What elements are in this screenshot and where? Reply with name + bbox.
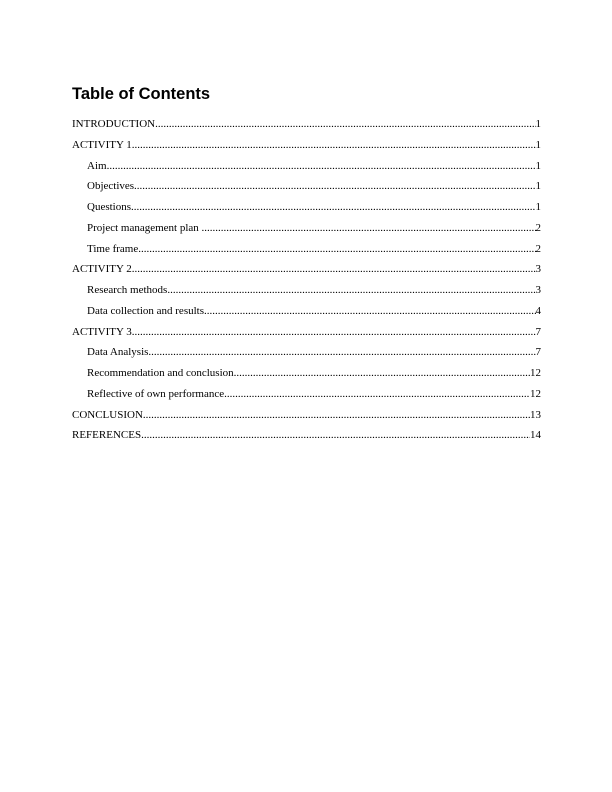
toc-entry-label: Objectives bbox=[87, 180, 135, 193]
toc-entry-page: 2 bbox=[535, 221, 541, 234]
toc-dot-leader bbox=[141, 428, 530, 442]
toc-entry-label: Research methods bbox=[87, 284, 168, 296]
toc-dot-leader bbox=[107, 159, 536, 173]
toc-dot-leader bbox=[167, 283, 535, 297]
toc-dot-leader bbox=[131, 200, 536, 214]
toc-dot-leader bbox=[138, 242, 535, 256]
toc-dot-leader bbox=[132, 138, 536, 152]
toc-dot-leader bbox=[155, 117, 535, 131]
toc-entry-page: 3 bbox=[535, 263, 541, 276]
toc-entry[interactable] bbox=[72, 179, 541, 200]
toc-dot-leader bbox=[132, 325, 536, 339]
toc-dot-leader bbox=[234, 366, 530, 380]
toc-entry-label: Project management plan bbox=[87, 221, 202, 234]
toc-dot-leader bbox=[224, 387, 530, 401]
toc-entry[interactable] bbox=[72, 283, 541, 304]
toc-entry-page: 1 bbox=[535, 118, 541, 130]
toc-entry-page: 3 bbox=[535, 284, 541, 296]
toc-entry[interactable] bbox=[72, 408, 541, 429]
toc-entry-label: Data collection and results bbox=[87, 304, 204, 317]
toc-list bbox=[72, 117, 541, 449]
toc-entry[interactable] bbox=[72, 345, 541, 366]
toc-entry-label: ACTIVITY 1 bbox=[72, 138, 132, 151]
toc-entry-label: Questions bbox=[87, 201, 131, 213]
toc-title: Table of Contents bbox=[72, 85, 211, 103]
toc-entry[interactable] bbox=[72, 387, 541, 408]
toc-entry-page: 1 bbox=[535, 180, 541, 193]
toc-entry[interactable] bbox=[72, 325, 541, 346]
toc-entry[interactable] bbox=[72, 366, 541, 387]
toc-entry[interactable] bbox=[72, 262, 541, 283]
toc-dot-leader bbox=[202, 221, 536, 235]
toc-entry-label: INTRODUCTION bbox=[72, 118, 156, 130]
toc-entry-label: Recommendation and conclusion bbox=[87, 367, 234, 379]
toc-entry-label: CONCLUSION bbox=[72, 408, 143, 421]
toc-entry-label: Data Analysis bbox=[87, 346, 149, 359]
toc-entry[interactable] bbox=[72, 159, 541, 180]
toc-entry-page: 7 bbox=[535, 346, 541, 359]
toc-entry-page: 12 bbox=[530, 367, 541, 379]
toc-entry-page: 1 bbox=[535, 159, 541, 172]
toc-entry[interactable] bbox=[72, 138, 541, 159]
toc-entry-page: 1 bbox=[535, 201, 541, 213]
toc-entry-page: 1 bbox=[535, 138, 541, 151]
toc-dot-leader bbox=[132, 262, 536, 276]
toc-entry-label: ACTIVITY 3 bbox=[72, 325, 132, 338]
toc-entry-page: 7 bbox=[535, 325, 541, 338]
toc-entry[interactable] bbox=[72, 117, 541, 138]
toc-entry-page: 12 bbox=[530, 387, 541, 400]
toc-entry-label: Aim bbox=[87, 159, 107, 172]
toc-entry[interactable] bbox=[72, 304, 541, 325]
toc-entry-page: 14 bbox=[530, 429, 541, 442]
toc-dot-leader bbox=[148, 345, 535, 359]
toc-dot-leader bbox=[204, 304, 536, 318]
toc-entry-label: Reflective of own performance bbox=[87, 387, 225, 400]
toc-entry-page: 4 bbox=[535, 304, 541, 317]
toc-entry-page: 2 bbox=[535, 242, 541, 255]
toc-entry-label: REFERENCES bbox=[72, 429, 142, 442]
toc-dot-leader bbox=[134, 179, 535, 193]
toc-entry-label: ACTIVITY 2 bbox=[72, 263, 132, 276]
toc-entry[interactable] bbox=[72, 428, 541, 449]
toc-entry-page: 13 bbox=[530, 408, 541, 421]
toc-entry[interactable] bbox=[72, 242, 541, 263]
toc-entry-label: Time frame bbox=[87, 242, 139, 255]
toc-dot-leader bbox=[143, 408, 530, 422]
toc-entry[interactable] bbox=[72, 221, 541, 242]
toc-entry[interactable] bbox=[72, 200, 541, 221]
